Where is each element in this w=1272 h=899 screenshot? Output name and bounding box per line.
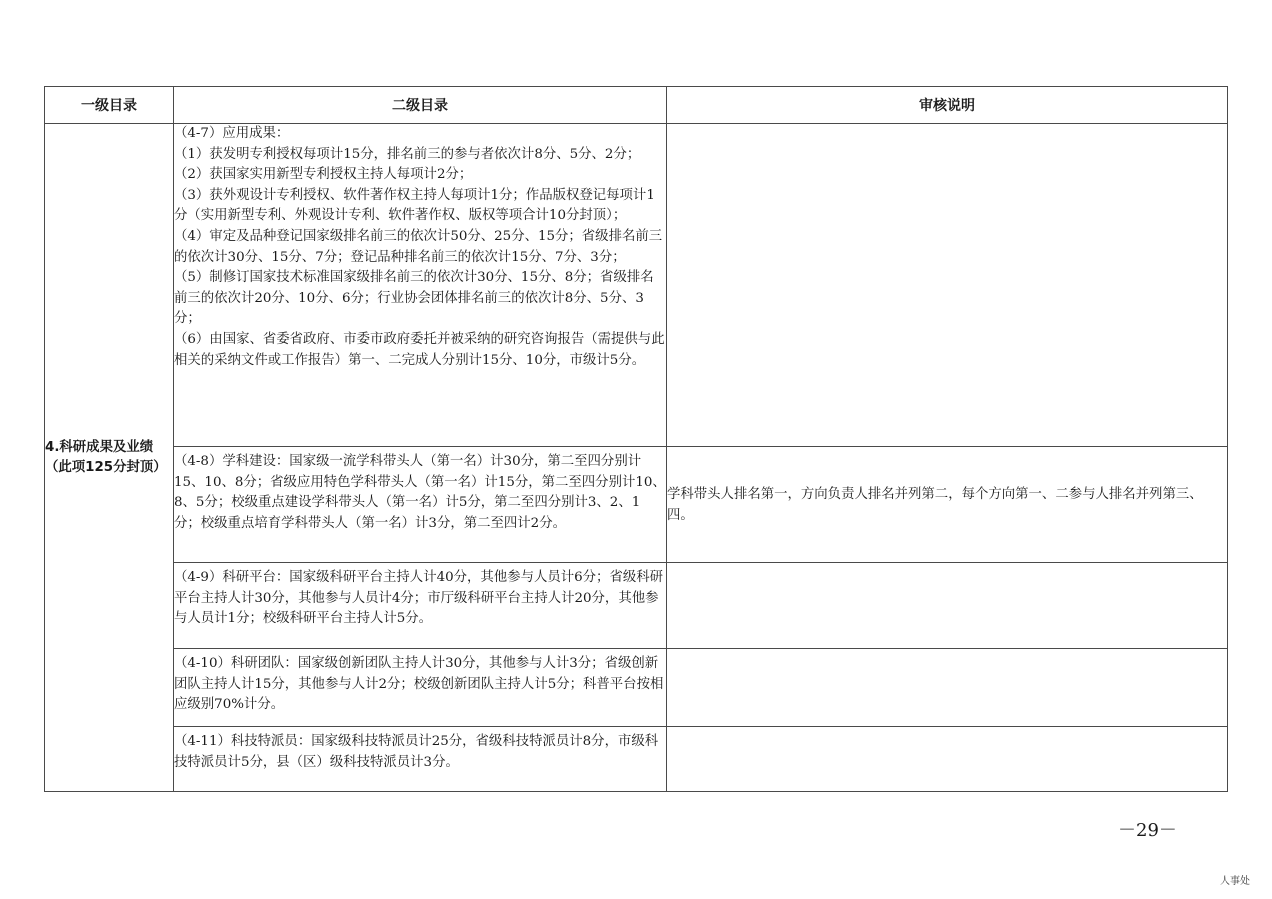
subcategory-cell: （4-8）学科建设：国家级一流学科带头人（第一名）计30分，第二至四分别计15、10、8分；省级应用特色学科带头人（第一名）计15分，第二至四分别计10、8、5分；校级重点建设学科带头人（第一名）计5分，第二至四分别计3、2、1分；校级重点培育学科带头人（第一名）计3分，第二至四计2分。 — [174, 447, 667, 563]
subcategory-line: （5）制修订国家技术标准国家级排名前三的依次计30分、15分、8分；省级排名前三的依次计20分、10分、6分；行业协会团体排名前三的依次计8分、5分、3分； — [174, 270, 654, 327]
criteria-table — [44, 86, 1228, 792]
table-row — [45, 124, 1228, 447]
review-note-cell — [667, 649, 1228, 727]
subcategory-line: （6）由国家、省委省政府、市委市政府委托并被采纳的研究咨询报告（需提供与此相关的采纳文件或工作报告）第一、二完成人分别计15分、10分，市级计5分。 — [174, 331, 665, 368]
page-number: －29－ — [1118, 820, 1177, 841]
subcategory-cell: （4-10）科研团队：国家级创新团队主持人计30分，其他参与人计3分；省级创新团队主持人计15分，其他参与人计2分；校级创新团队主持人计5分；科普平台按相应级别70%计分。 — [174, 649, 667, 727]
review-note-cell — [667, 124, 1228, 447]
subcategory-cell — [174, 124, 667, 447]
table-row — [45, 649, 1228, 727]
subcategory-line: （2）获国家实用新型专利授权主持人每项计2分； — [174, 167, 473, 183]
review-note-cell — [667, 727, 1228, 792]
subcategory-cell: （4-11）科技特派员：国家级科技特派员计25分，省级科技特派员计8分，市级科技特派员计5分，县（区）级科技特派员计3分。 — [174, 727, 667, 792]
header-level2: 二级目录 — [174, 87, 667, 124]
table-row — [45, 447, 1228, 563]
subcategory-line: （1）获发明专利授权每项计15分，排名前三的参与者依次计8分、5分、2分； — [174, 146, 641, 162]
watermark: 人事处 — [1220, 876, 1250, 887]
header-row — [45, 87, 1228, 124]
category-cell: 4.科研成果及业绩（此项125分封顶） — [45, 124, 174, 792]
header-level1: 一级目录 — [45, 87, 174, 124]
subcategory-line: （4-7）应用成果： — [174, 126, 290, 141]
table-row — [45, 727, 1228, 792]
table-row — [45, 563, 1228, 649]
subcategory-line: （3）获外观设计专利授权、软件著作权主持人每项计1分；作品版权登记每项计1分（实用新型专利、外观设计专利、软件著作权、版权等项合计10分封顶）； — [174, 187, 655, 224]
subcategory-cell: （4-9）科研平台：国家级科研平台主持人计40分，其他参与人员计6分；省级科研平台主持人计30分，其他参与人员计4分；市厅级科研平台主持人计20分，其他参与人员计1分；校级科研平台主持人计5分。 — [174, 563, 667, 649]
review-note-cell — [667, 563, 1228, 649]
subcategory-line: （4）审定及品种登记国家级排名前三的依次计50分、25分、15分；省级排名前三的依次计30分、15分、7分；登记品种排名前三的依次计15分、7分、3分； — [174, 228, 663, 265]
review-note-cell: 学科带头人排名第一，方向负责人排名并列第二，每个方向第一、二参与人排名并列第三、四。 — [667, 447, 1228, 563]
header-review-notes: 审核说明 — [667, 87, 1228, 124]
